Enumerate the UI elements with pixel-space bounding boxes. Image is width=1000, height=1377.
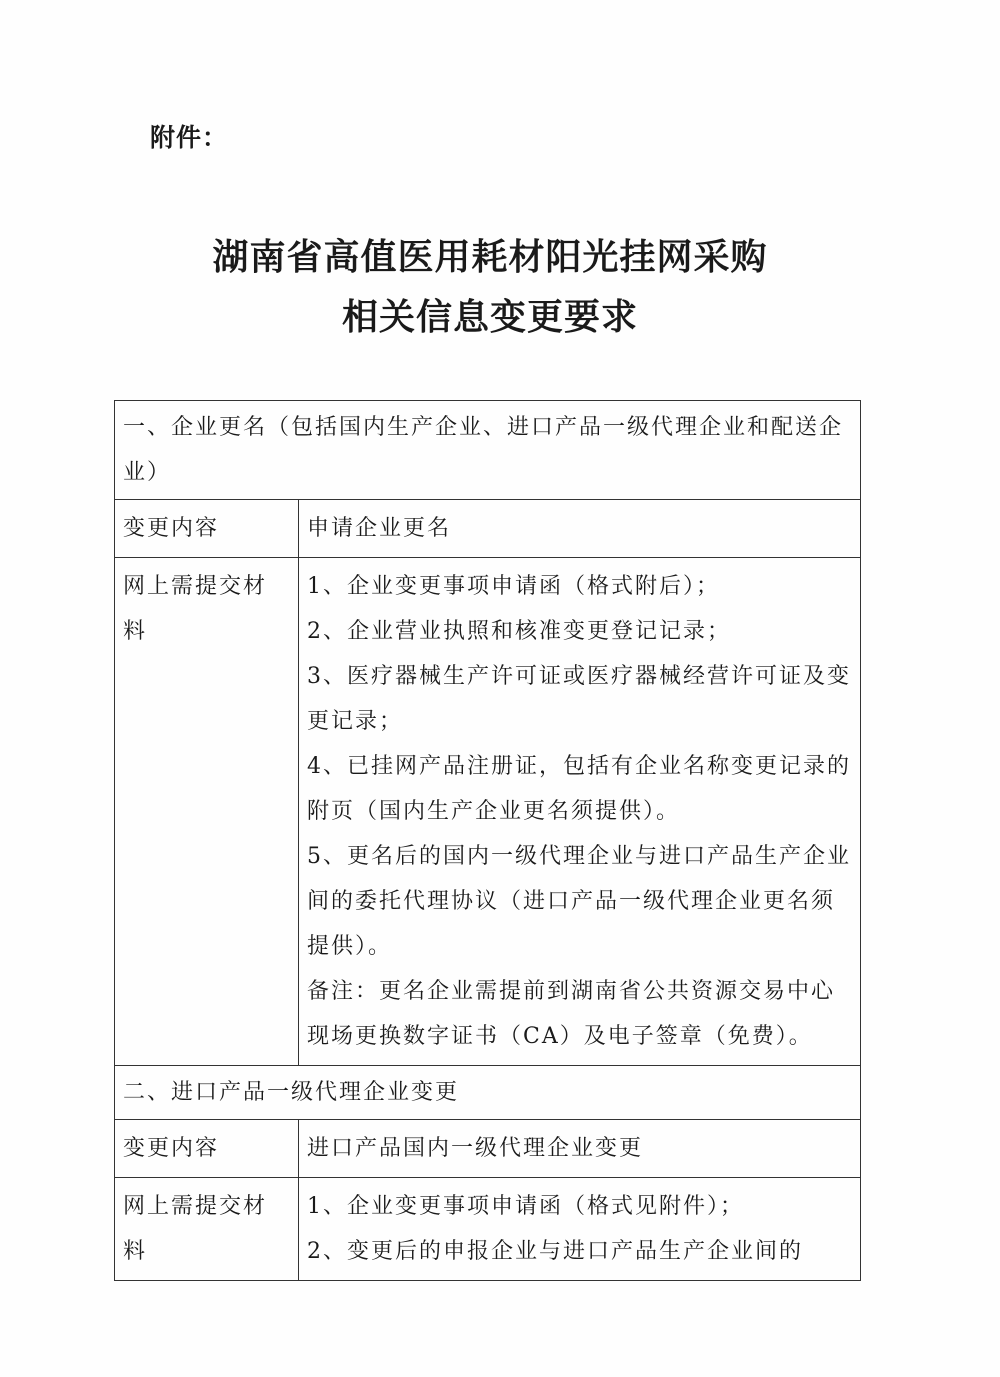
section2-heading-row — [115, 1066, 861, 1120]
section1-materials-label: 网上需提交材料 — [115, 558, 299, 1066]
document-title-line1: 湖南省高值医用耗材阳光挂网采购 — [212, 236, 768, 278]
section2-materials-list — [299, 1178, 861, 1281]
section1-change-content-label: 变更内容 — [115, 500, 299, 558]
list-item: 1、企业变更事项申请函（格式见附件）； — [307, 1194, 744, 1219]
section1-materials-list — [299, 558, 861, 1066]
section1-heading-row — [115, 401, 861, 500]
section1-change-content-row — [115, 500, 861, 558]
attachment-label: 附件： — [150, 123, 229, 152]
section2-materials-row — [115, 1178, 861, 1281]
section2-materials-label: 网上需提交材料 — [115, 1178, 299, 1281]
section2-change-content-row — [115, 1120, 861, 1178]
section2-change-content-value: 进口产品国内一级代理企业变更 — [299, 1120, 861, 1178]
list-item: 4、已挂网产品注册证，包括有企业名称变更记录的附页（国内生产企业更名须提供）。 — [307, 754, 851, 824]
list-item: 2、企业营业执照和核准变更登记记录； — [307, 619, 731, 644]
list-item: 5、更名后的国内一级代理企业与进口产品生产企业间的委托代理协议（进口产品一级代理企业更名须提供）。 — [307, 844, 851, 959]
requirements-table — [114, 400, 861, 1281]
section2-heading: 二、进口产品一级代理企业变更 — [115, 1066, 861, 1120]
section1-materials-row — [115, 558, 861, 1066]
document-title-line2: 相关信息变更要求 — [341, 296, 638, 338]
remark: 备注：更名企业需提前到湖南省公共资源交易中心现场更换数字证书（CA）及电子签章（免费）。 — [307, 979, 836, 1049]
list-item: 3、医疗器械生产许可证或医疗器械经营许可证及变更记录； — [307, 664, 851, 734]
section1-heading: 一、企业更名（包括国内生产企业、进口产品一级代理企业和配送企业） — [115, 401, 861, 500]
section1-change-content-value: 申请企业更名 — [299, 500, 861, 558]
list-item: 1、企业变更事项申请函（格式附后）； — [307, 574, 720, 599]
list-item: 2、变更后的申报企业与进口产品生产企业间的 — [307, 1239, 803, 1264]
section2-change-content-label: 变更内容 — [115, 1120, 299, 1178]
